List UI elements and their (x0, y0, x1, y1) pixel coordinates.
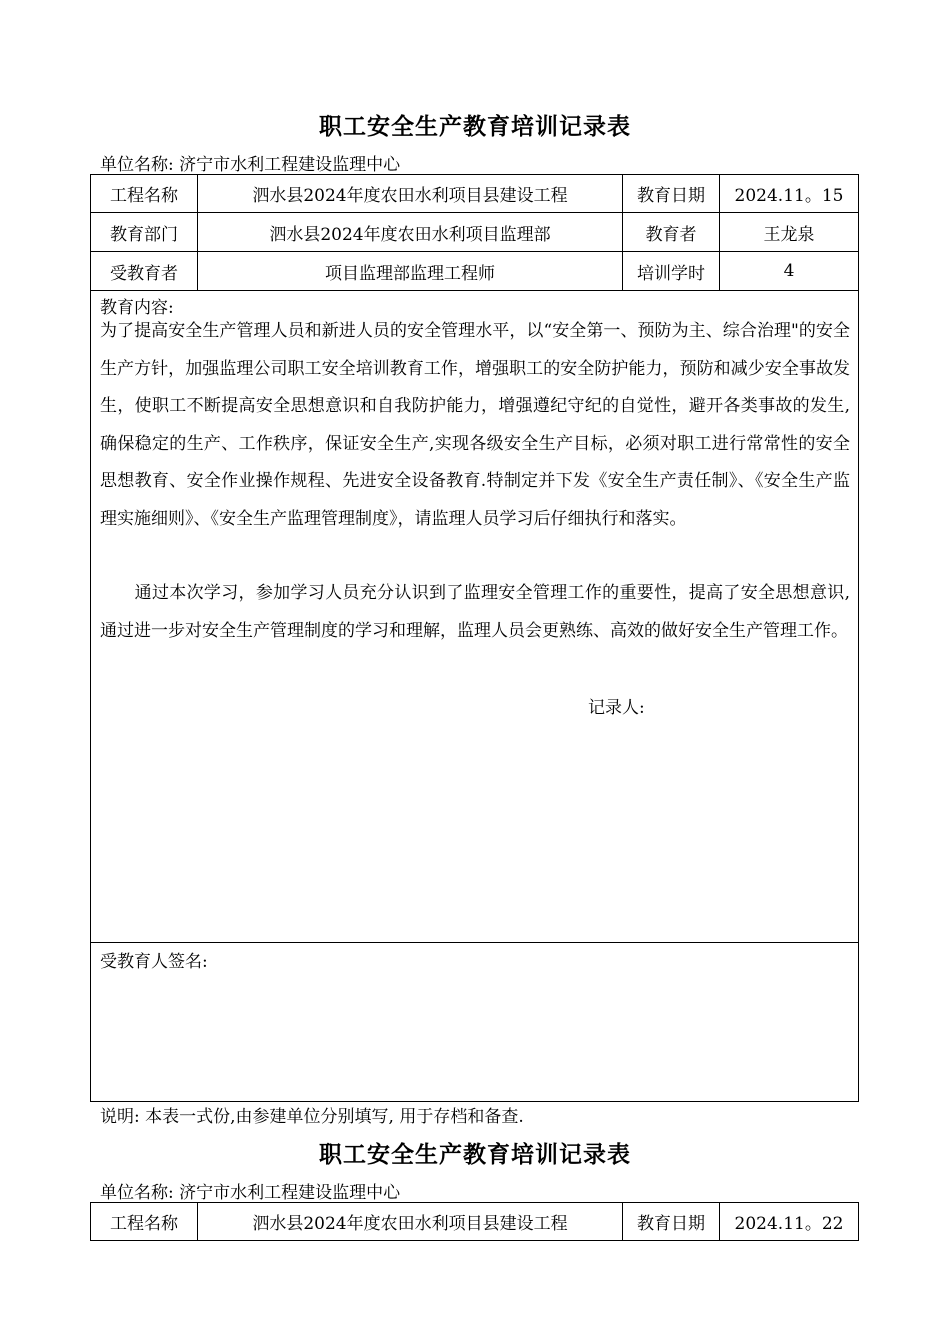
content-label: 教育内容: (100, 298, 174, 318)
form1-row-trainees (91, 252, 859, 291)
form1-title: 职工安全生产教育培训记录表 (319, 114, 631, 140)
education-date-value: 2024.11。22 (720, 1203, 859, 1241)
form1-row-department (91, 213, 859, 252)
form1-row-project (91, 175, 859, 213)
education-date-label: 教育日期 (623, 1203, 720, 1241)
content-paragraph-1: 为了提高安全生产管理人员和新进人员的安全管理水平，以“安全第一、预防为主、综合治理"的安全生产方针，加强监理公司职工安全培训教育工作，增强职工的安全防护能力，预防和减少安全事故发生，使职工不断提高安全思想意识和自我防护能力，增强遵纪守纪的自觉性，避开各类事故的发生,确保稳定的生产、工作秩序，保证安全生产,实现各级安全生产目标，必须对职工进行常常性的安全思想教育、安全作业操作规程、先进安全设备教育.特制定并下发《安全生产责任制》、《安全生产监理实施细则》、《安全生产监理管理制度》，请监理人员学习后仔细执行和落实。 (100, 321, 850, 529)
project-name-value: 泗水县2024年度农田水利项目县建设工程 (198, 175, 623, 213)
project-name-label: 工程名称 (91, 175, 198, 213)
form1-table (90, 174, 859, 1102)
form1-row-signature (91, 943, 859, 1102)
training-hours-label: 培训学时 (623, 252, 720, 291)
form2-row-project (91, 1203, 859, 1241)
education-date-label: 教育日期 (623, 175, 720, 213)
recorder-label: 记录人: (588, 698, 645, 718)
training-hours-value: 4 (720, 252, 859, 291)
form1-note: 说明: 本表一式份,由参建单位分别填写, 用于存档和备查. (100, 1107, 524, 1127)
content-cell (91, 291, 859, 943)
form2-title: 职工安全生产教育培训记录表 (319, 1142, 631, 1168)
trainees-label: 受教育者 (91, 252, 198, 291)
educator-value: 王龙泉 (720, 213, 859, 252)
form2-unit-name: 单位名称: 济宁市水利工程建设监理中心 (100, 1183, 401, 1203)
content-paragraph-2: 通过本次学习，参加学习人员充分认识到了监理安全管理工作的重要性，提高了安全思想意识,通过进一步对安全生产管理制度的学习和理解，监理人员会更熟练、高效的做好安全生产管理工作。 (100, 583, 850, 641)
signature-cell (91, 943, 859, 1102)
project-name-value: 泗水县2024年度农田水利项目县建设工程 (198, 1203, 623, 1241)
form1-unit-name: 单位名称: 济宁市水利工程建设监理中心 (100, 155, 401, 175)
department-label: 教育部门 (91, 213, 198, 252)
signature-label: 受教育人签名: (100, 952, 208, 972)
form1-row-content (91, 291, 859, 943)
form2-table (90, 1202, 859, 1241)
department-value: 泗水县2024年度农田水利项目监理部 (198, 213, 623, 252)
project-name-label: 工程名称 (91, 1203, 198, 1241)
educator-label: 教育者 (623, 213, 720, 252)
trainees-value: 项目监理部监理工程师 (198, 252, 623, 291)
education-date-value: 2024.11。15 (720, 175, 859, 213)
